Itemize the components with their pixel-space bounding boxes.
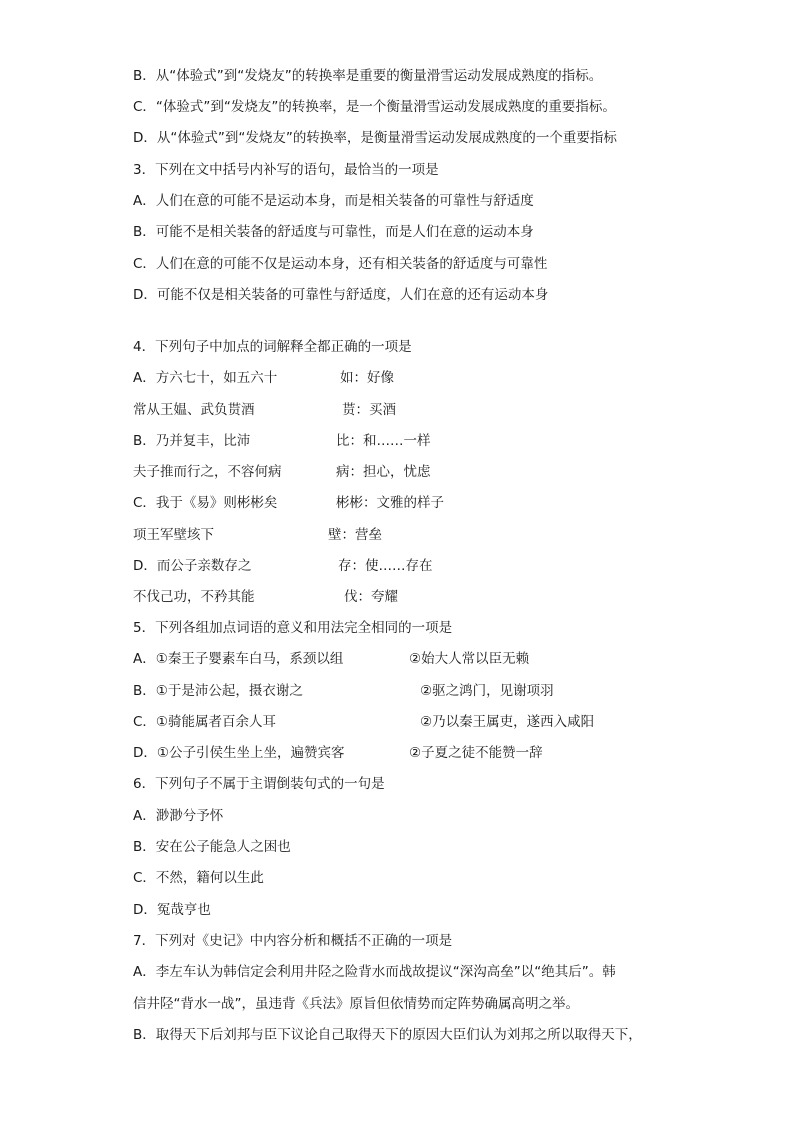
q5-first: B．①于是沛公起，摄衣谢之: [133, 683, 303, 699]
q4-sentence: A．方六七十，如五六十: [133, 370, 278, 386]
q4-gloss: 伐：夸耀: [344, 589, 398, 605]
q4-sentence: 夫子推而行之，不容何病: [133, 464, 282, 480]
q4-sentence: 不伐己功，不矜其能: [133, 589, 255, 605]
q2-option-d: D．从“体验式”到“发烧友”的转换率，是衡量滑雪运动发展成熟度的一个重要指标: [133, 130, 617, 146]
q5-second: ②驱之鸿门，见谢项羽: [420, 683, 554, 699]
q6-option-c: C．不然，籍何以生此: [133, 870, 264, 886]
q5-first: A．①秦王子婴素车白马，系颈以组: [133, 651, 344, 667]
q2-option-c: C．“体验式”到“发烧友”的转换率，是一个衡量滑雪运动发展成熟度的重要指标。: [133, 99, 616, 115]
q5-first: C．①骑能属者百余人耳: [133, 714, 277, 730]
q4-gloss: 比：和……一样: [336, 433, 431, 449]
question-6-stem: 6．下列句子不属于主谓倒装句式的一句是: [133, 776, 385, 792]
q7-option-a-line-2: 信井陉“背水一战”，虽违背《兵法》原旨但依情势而定阵势确属高明之举。: [133, 996, 579, 1012]
q5-second: ②乃以秦王属吏，遂西入咸阳: [420, 714, 595, 730]
question-5-stem: 5．下列各组加点词语的意义和用法完全相同的一项是: [133, 620, 453, 636]
q7-option-a-line-1: A．李左车认为韩信定会利用井陉之险背水而战故提议“深沟高垒”以“绝其后”。韩: [133, 964, 616, 980]
q4-gloss: 如：好像: [340, 370, 394, 386]
question-3-stem: 3．下列在文中括号内补写的语句，最恰当的一项是: [133, 162, 439, 178]
question-7-stem: 7．下列对《史记》中内容分析和概括不正确的一项是: [133, 933, 453, 949]
q3-option-c: C．人们在意的可能不仅是运动本身，还有相关装备的舒适度与可靠性: [133, 256, 548, 272]
q3-option-b: B．可能不是相关装备的舒适度与可靠性，而是人们在意的运动本身: [133, 224, 534, 240]
q4-sentence: 常从王媪、武负贳酒: [133, 402, 255, 418]
q7-option-b-line-1: B．取得天下后刘邦与臣下议论自己取得天下的原因大臣们认为刘邦之所以取得天下，: [133, 1027, 642, 1043]
question-4-stem: 4．下列句子中加点的词解释全都正确的一项是: [133, 339, 412, 355]
q4-sentence: 项王军壁垓下: [133, 527, 214, 543]
q2-option-b: B．从“体验式”到“发烧友”的转换率是重要的衡量滑雪运动发展成熟度的指标。: [133, 68, 603, 84]
q6-option-b: B．安在公子能急人之困也: [133, 839, 291, 855]
q3-option-a: A．人们在意的可能不是运动本身，而是相关装备的可靠性与舒适度: [133, 193, 534, 209]
q4-gloss: 病：担心，忧虑: [336, 464, 431, 480]
q4-sentence: C．我于《易》则彬彬矣: [133, 495, 278, 511]
q3-option-d: D．可能不仅是相关装备的可靠性与舒适度，人们在意的还有运动本身: [133, 287, 549, 303]
q4-sentence: B．乃并复丰，比沛: [133, 433, 251, 449]
q5-first: D．①公子引侯生坐上坐，遍赞宾客: [133, 745, 345, 761]
q4-sentence: D．而公子亲数存之: [133, 558, 252, 574]
q4-gloss: 贳：买酒: [342, 402, 396, 418]
q6-option-a: A．渺渺兮予怀: [133, 808, 224, 824]
q6-option-d: D．冤哉亨也: [133, 902, 211, 918]
q4-gloss: 存：使……存在: [338, 558, 433, 574]
q4-gloss: 彬彬：文雅的样子: [336, 495, 444, 511]
q5-second: ②子夏之徒不能赞一辞: [409, 745, 543, 761]
q4-gloss: 壁：营垒: [328, 527, 382, 543]
q5-second: ②始大人常以臣无赖: [409, 651, 530, 667]
